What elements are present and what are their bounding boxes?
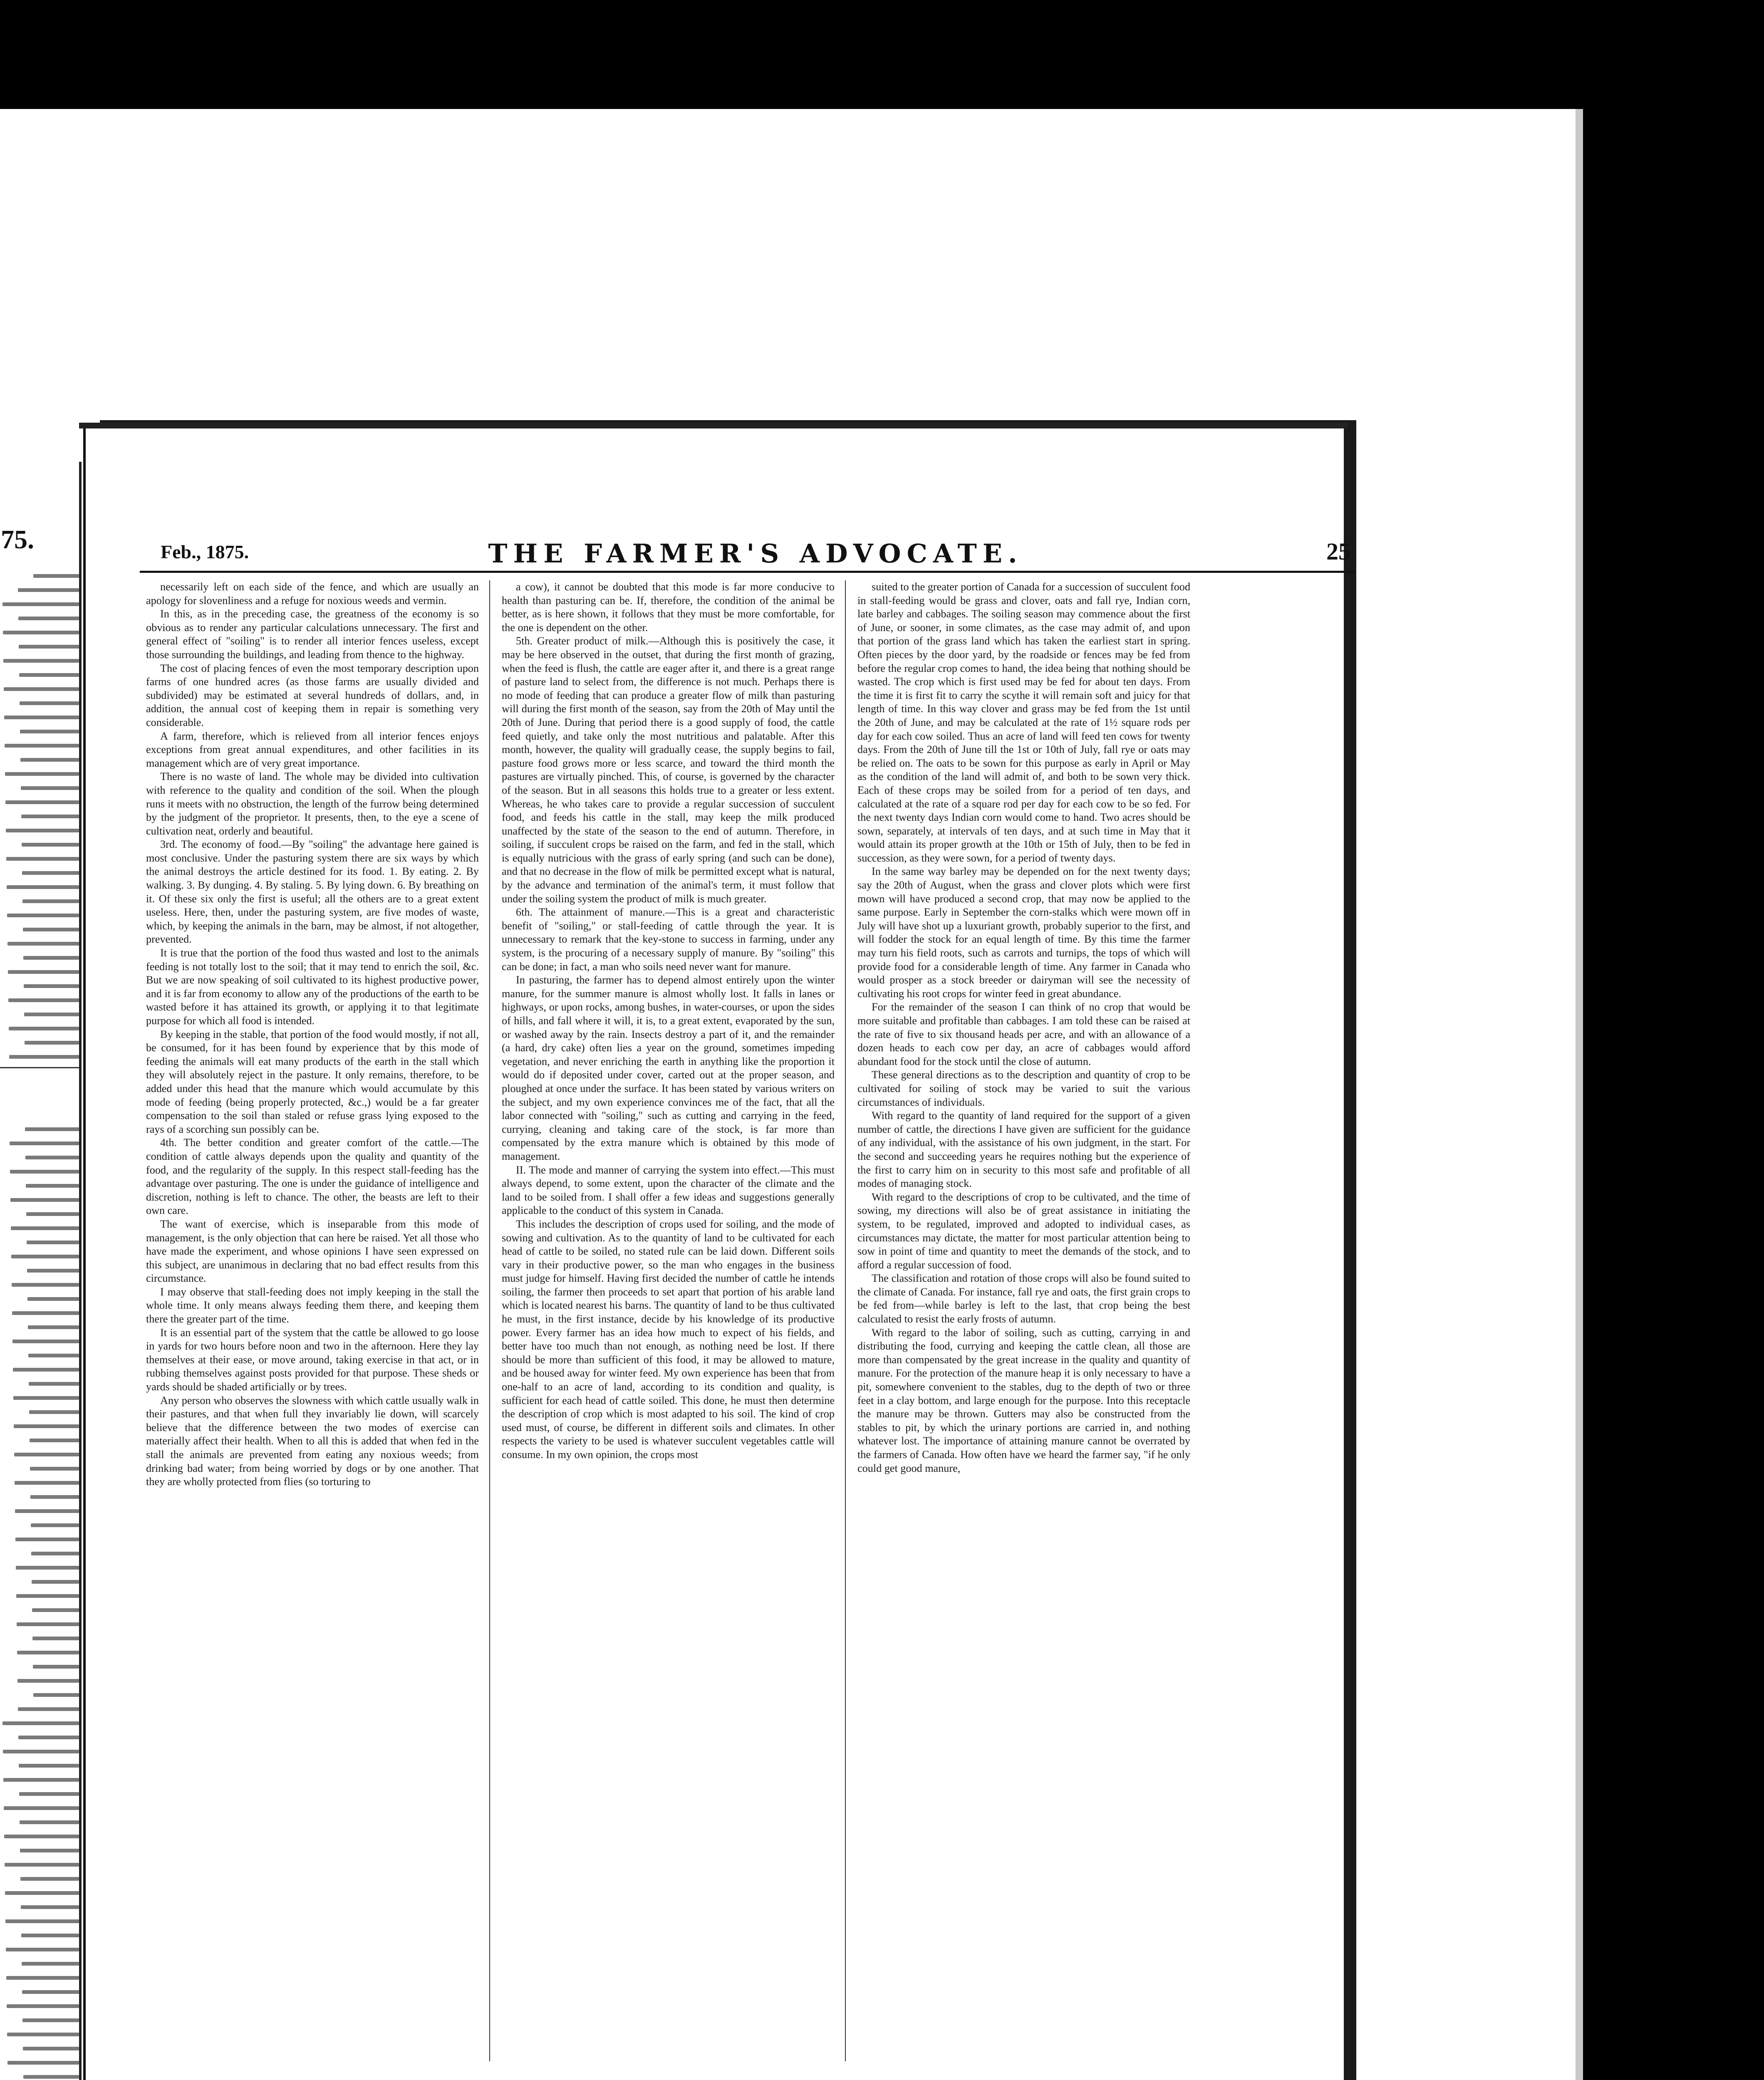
previous-page-text-line — [3, 1778, 79, 1782]
previous-page-text-line — [20, 1849, 79, 1852]
article-paragraph: suited to the greater portion of Canada for a succession of succulent food in stall-feeding would be grass and clover, oats and fall rye, Indian corn, late barley and cabbages. The soiling season may commence about the first of June, or sooner, in some climates, as the case may admit of, and upon that portion of the grass land which has taken the earliest start in spring. Often pieces by the door yard, by the roadside or fences may be fed from before the regular crop comes to hand, the idea being that nothing should be wasted. The crop which is first used may be fed for about ten days. From the time it is first fit to carry the scythe it will remain soft and juicy for that length of time. In this way clover and grass may be fed from the 1st until the 20th of June, and may be calculated at the rate of 1½ square rods per day for each cow soiled. Thus an acre of land will feed ten cows for twenty days. From the 20th of June till the 1st or 10th of July, fall rye or oats may be relied on. The oats to be sown for this purpose as early in April or May as the condition of the land will admit of, and both to be sown very thick. Each of these crops may be soiled from for a period of ten days, and calculated at the rate of a square rod per day for each cow to be so fed. For the next twenty days Indian corn would come to hand. Two acres should be sown, separately, at intervals of ten days, and at such time in May that it would attain its proper growth at the 10th or 15th of July, then to be fed in succession, as they were sown, for a period of twenty days. — [857, 581, 1190, 864]
previous-page-text-line — [22, 871, 79, 875]
previous-page-text-line — [26, 1184, 79, 1188]
previous-page-text-line — [23, 956, 79, 960]
article-paragraph: II. The mode and manner of carrying the system into effect.—This must always depend, to some extent, upon the character of the climate and the land to be soiled from. I shall offer a few ideas and suggestions generally applicable to the conduct of this system in Canada. — [502, 1164, 835, 1217]
text-column-3 — [857, 580, 1190, 2061]
article-paragraph: It is true that the portion of the food thus wasted and lost to the animals feeding is not totally lost to the soil; that it may tend to enrich the soil, &c. But we are now speaking of soil cultivated to its highest productive power, and it is far from economy to allow any of the productions of the earth to be wasted before it has attained its growth, or applying it to that legitimate purpose for which all food is intended. — [146, 947, 479, 1027]
previous-page-text-line — [4, 716, 79, 719]
previous-page-text-line — [15, 1481, 79, 1485]
article-paragraph: With regard to the quantity of land required for the support of a given number of cattle, the directions I have given are sufficient for the guidance of any individual, with the assistance of his own judgment, in the start. For the second and succeeding years he requires nothing but the experience of the first to carry him on in security to this most safe and profitable of all modes of managing stock. — [857, 1109, 1190, 1190]
previous-page-text-line — [18, 1736, 79, 1739]
column-divider — [845, 580, 846, 2061]
previous-page-text-line — [33, 1693, 79, 1697]
previous-page-text-line — [11, 1226, 79, 1230]
text-column-2 — [502, 580, 835, 2061]
issue-date: Feb., 1875. — [161, 541, 249, 562]
page-number: 25 — [1326, 538, 1350, 565]
previous-page-text-line — [18, 617, 79, 620]
previous-page-text-line — [7, 2004, 79, 2008]
previous-page-text-line — [4, 1806, 79, 1810]
previous-page-text-line — [7, 2033, 79, 2036]
article-paragraph: 5th. Greater product of milk.—Although this is positively the case, it may be here observed in the outset, that during the first month of grazing, when the feed is flush, the cattle are eager after it, and there is a great range of pasture land to select from, the difference is not much. Perhaps there is no mode of feeding that can produce a greater flow of milk than pasturing will during the first month of the season, say from the 20th of May until the 20th of June. During that period there is a good supply of food, the cattle feed quietly, and take only the most nutritious and palatable. After this month, however, the quality will gradually cease, the supply begins to fail, pasture food grows more or less scarce, and toward the third month the pastures are virtually pinched. This, of course, is governed by the character of the season. But in all seasons this holds true to a greater or less extent. Whereas, he who takes care to provide a regular succession of succulent food, and feeds his cattle in the stall, may keep the milk produced unaffected by the state of the season to the end of autumn. Therefore, in soiling, if succulent crops be raised on the farm, and fed in the stall, which is equally nutricious with the grass of early spring (and such can be done), and that no decrease in the flow of milk be permitted except what is natural, by the advance and termination of the animal's term, it must follow that under the soiling system the product of milk is much greater. — [502, 635, 835, 905]
previous-page-text-line — [20, 758, 79, 762]
article-paragraph: In pasturing, the farmer has to depend almost entirely upon the winter manure, for the summer manure is almost wholly lost. It falls in lanes or highways, or upon rocks, among bushes, in water-courses, or upon the sides of hills, and fall where it will, it is, to a great extent, evaporated by the sun, or washed away by the rain. Insects destroy a part of it, and the remainder (a hard, dry cake) often lies a year on the ground, sometimes impeding vegetation, and never enriching the earth in anything like the proportion it would do if deposited under cover, carted out at the proper season, and ploughed at once under the surface. It has been stated by various writers on the subject, and my own experience convinces me of the fact, that all the labor connected with "soiling," such as cutting and carrying in the feed, currying, cleaning and taking care of the stock, is far more than compensated by the extra manure which is obtained by this mode of management. — [502, 974, 835, 1162]
article-paragraph: It is an essential part of the system that the cattle be allowed to go loose in yards for two hours before noon and two in the afternoon. Here they lay themselves at their ease, or move around, taking exercise in that act, or in rubbing themselves against posts provided for that purpose. These sheds or yards should be shaded artificially or by trees. — [146, 1326, 479, 1393]
previous-page-text-line — [24, 984, 79, 988]
previous-page-text-line — [5, 772, 79, 776]
previous-page-text-line — [27, 1269, 79, 1273]
previous-page-text-line — [8, 970, 79, 974]
previous-page-text-line — [17, 1622, 79, 1626]
previous-page-text-line — [2, 1721, 79, 1725]
previous-page-text-line — [21, 1934, 79, 1937]
previous-page-text-line — [22, 843, 79, 847]
previous-page-text-line — [6, 1976, 79, 1980]
previous-page-text-line — [30, 1439, 79, 1442]
previous-page-text-line — [6, 1948, 79, 1951]
previous-page-text-line — [25, 1127, 79, 1131]
previous-page-text-line — [5, 1891, 79, 1895]
previous-page-text-line — [19, 1764, 79, 1768]
article-paragraph: 6th. The attainment of manure.—This is a great and characteristic benefit of "soiling," or stall-feeding of cattle through the year. It is unnecessary to remark that the key-stone to success in farming, under any system, is the procuring of a necessary supply of manure. By "soiling" this can be done; in fact, a man who soils need never want for manure. — [502, 906, 835, 973]
previous-page-text-line — [7, 914, 79, 917]
previous-page-text-line — [12, 1340, 79, 1343]
previous-page-text-line — [21, 815, 79, 818]
previous-page-text-line — [12, 1311, 79, 1315]
article-paragraph: a cow), it cannot be doubted that this mode is far more conducive to health than pasturing can be. If, therefore, the condition of the animal be better, as is here shown, it follows that they must be more comfortable, for the one is dependent on the other. — [502, 581, 835, 634]
previous-page-text-line — [12, 1283, 79, 1287]
previous-page-text-line — [21, 1905, 79, 1909]
previous-page-text-line — [11, 1255, 79, 1258]
previous-page-text-line — [31, 1552, 79, 1555]
previous-page-text-line — [15, 1538, 79, 1541]
previous-page-text-line — [3, 659, 79, 663]
previous-page-text-line — [33, 1665, 79, 1669]
previous-page-text-line — [28, 1325, 79, 1329]
article-paragraph: Any person who observes the slowness with which cattle usually walk in their pastures, and that when full they invariably lie down, will scarcely believe that the difference between the two modes of exercise can materially affect their health. When to all this is added that when fed in the stall the animals are prevented from eating any noxious weeds; from drinking bad water; from being worried by dogs or by one another. That they are wholly protected from flies (so torturing to — [146, 1394, 479, 1488]
previous-page-text-line — [25, 1041, 79, 1045]
newspaper-page — [83, 428, 1350, 2080]
previous-page-text-line — [19, 1792, 79, 1796]
text-column-1 — [146, 580, 479, 2061]
previous-page-text-line — [20, 730, 79, 733]
previous-page-text-line — [6, 829, 79, 832]
previous-page-text-line — [20, 1877, 79, 1881]
previous-page-text-line — [13, 1368, 79, 1372]
previous-page-text-line — [15, 1509, 79, 1513]
column-divider — [489, 580, 490, 2061]
previous-page-text-line — [13, 1396, 79, 1400]
article-paragraph: 4th. The better condition and greater comfort of the cattle.—The condition of cattle always depends upon the quality and quantity of the food, and the regularity of the supply. In this respect stall-feeding has the advantage over pasturing. The one is under the guidance of intelligence and discretion, nothing is left to chance. The other, the beasts are left to their own care. — [146, 1137, 479, 1217]
previous-page-text-line — [17, 1679, 79, 1683]
previous-page-text-line — [18, 1707, 79, 1711]
previous-page-text-line — [33, 574, 79, 578]
previous-page-text-line — [14, 1424, 79, 1428]
previous-page-text-line — [17, 1651, 79, 1654]
previous-page-text-line — [4, 687, 79, 691]
article-paragraph: necessarily left on each side of the fence, and which are usually an apology for slovenliness and a refuge for noxious weeds and vermin. — [146, 581, 479, 607]
previous-page-text-line — [10, 1198, 79, 1202]
previous-page-text-line — [29, 1410, 79, 1414]
previous-page-text-line — [22, 2018, 79, 2022]
previous-page-text-line — [5, 744, 79, 748]
film-border-top — [0, 0, 1764, 109]
article-paragraph: With regard to the descriptions of crop to be cultivated, and the time of sowing, my directions will also be of great assistance in initiating the system, to be regulated, improved and adopted to individual cases, as circumstances may dictate, the matter for most particular attention being to sow in point of time and quantity to meet the demands of the stock, and to afford a regular succession of food. — [857, 1191, 1190, 1271]
masthead — [161, 538, 1350, 570]
previous-page-text-line — [8, 998, 79, 1002]
previous-page-text-line — [5, 1919, 79, 1923]
previous-page-text-line — [22, 1962, 79, 1966]
previous-page-text-line — [10, 1170, 79, 1174]
article-paragraph: There is no waste of land. The whole may be divided into cultivation with reference to the quality and condition of the soil. When the plough runs it meets with no obstruction, the length of the furrow being determined by the judgment of the proprietor. It presents, then, to the eye a scene of cultivation neat, orderly and beautiful. — [146, 770, 479, 837]
previous-page-text-line — [32, 1637, 79, 1640]
previous-page-text-line — [19, 645, 79, 649]
previous-page-text-line — [21, 786, 79, 790]
article-paragraph: In this, as in the preceding case, the greatness of the economy is so obvious as to render any particular calculations unnecessary. The first and general effect of "soiling" is to render all interior fences useless, except those surrounding the buildings, and leading from thence to the highway. — [146, 608, 479, 661]
film-border-right — [1583, 0, 1764, 2080]
article-paragraph: I may observe that stall-feeding does not imply keeping in the stall the whole time. It only means always feeding them there, and keeping them there the greater part of the time. — [146, 1285, 479, 1325]
article-paragraph: By keeping in the stable, that portion of the food would mostly, if not all, be consumed, for it has been found by experience that by this mode of feeding the animals will eat many products of the earth in the stall which they will absolutely reject in the pasture. It only remains, therefore, to be added under this head that the manure which would accumulate by this mode of feeding (being properly protected, &c.,) would be a far greater compensation to the soil than staled or refuse grass lying exposed to the rays of a scorching sun possibly can be. — [146, 1028, 479, 1135]
publication-title: THE FARMER'S ADVOCATE. — [488, 538, 1023, 569]
article-paragraph: The cost of placing fences of even the most temporary description upon farms of one hundred acres (as those farms are usually divided and subdivided) may be estimated at several hundreds of dollars, and, in addition, the annual cost of keeping them in repair is something very considerable. — [146, 662, 479, 728]
page-top-edge — [79, 423, 1348, 428]
previous-page-text-line — [23, 2047, 79, 2050]
previous-page-text-line — [2, 602, 79, 606]
previous-page-text-line — [7, 942, 79, 946]
article-paragraph: In the same way barley may be depended on for the next twenty days; say the 20th of August, when the grass and clover plots which were first mown will have produced a second crop, that may now be applied to the same purpose. Early in September the corn-stalks which were mown off in July will have shot up a luxuriant growth, probably superior to the first, and will fodder the stock for an equal length of time. By this time the farmer may turn his field roots, such as carrots and turnips, the tops of which will provide food for a considerable length of time. Any farmer in Canada who would prosper as a stock breeder or dairyman will see the necessity of cultivating his root crops for winter feed in great abundance. — [857, 865, 1190, 1000]
previous-page-text-line — [18, 588, 79, 592]
previous-page-text-line — [7, 2061, 79, 2065]
article-paragraph: The want of exercise, which is inseparable from this mode of management, is the only objection that can here be raised. Yet all those who have made the experiment, and whose opinions I have seen expressed on this subject, are unanimous in declaring that no bad effect results from this circumstance. — [146, 1218, 479, 1285]
article-paragraph: The classification and rotation of those crops will also be found suited to the climate of Canada. For instance, fall rye and oats, the first grain crops to be fed from—while barley is left to the last, that crop being the best calculated to resist the early frosts of autumn. — [857, 1272, 1190, 1325]
previous-page-text-line — [25, 1156, 79, 1159]
previous-page-text-line — [32, 1608, 79, 1612]
article-paragraph: A farm, therefore, which is relieved from all interior fences enjoys exceptions from great annual expenditures, and other facilities in its management which are of very great importance. — [146, 730, 479, 769]
previous-page-text-line — [10, 1142, 79, 1145]
previous-page-text-line — [5, 800, 79, 804]
previous-page-text-line — [9, 1027, 79, 1030]
previous-page-text-line — [24, 1013, 79, 1016]
previous-page-text-line — [3, 1750, 79, 1753]
previous-page-edge — [0, 462, 82, 2080]
previous-page-text-line — [30, 1495, 79, 1499]
previous-page-text-line — [23, 2075, 79, 2079]
previous-page-text-line — [3, 631, 79, 634]
article-paragraph: For the remainder of the season I can think of no crop that would be more suitable and profitable than cabbages. I am told these can be raised at the rate of five to six thousand heads per acre, and with an allowance of a dozen heads to each cow per day, an acre of cabbages would afford abundant food for the stock until the close of autumn. — [857, 1001, 1190, 1067]
previous-page-text-line — [22, 899, 79, 903]
previous-page-text-line — [30, 1467, 79, 1471]
previous-page-text-line — [14, 1453, 79, 1456]
previous-page-text-line — [32, 1580, 79, 1584]
previous-page-text-line — [28, 1354, 79, 1357]
previous-page-text-line — [16, 1566, 79, 1570]
previous-page-text-line — [29, 1382, 79, 1386]
previous-page-rule — [0, 1067, 79, 1068]
previous-page-text-line — [9, 1055, 79, 1059]
previous-page-text-line — [23, 928, 79, 931]
previous-page-text-line — [20, 701, 79, 705]
previous-page-text-line — [31, 1523, 79, 1527]
previous-page-number: 75. — [1, 525, 34, 554]
previous-page-text-line — [19, 673, 79, 677]
previous-page-text-line — [7, 885, 79, 889]
previous-page-text-line — [6, 857, 79, 861]
previous-page-text-line — [5, 1863, 79, 1867]
article-paragraph: This includes the description of crops used for soiling, and the mode of sowing and cultivation. As to the quantity of land to be cultivated for each head of cattle to be soiled, no stated rule can be laid down. Different soils vary in their productive power, so the man who engages in the business must judge for himself. Having first decided the number of cattle he intends soiling, the farmer then proceeds to set apart that portion of his arable land which is located nearest his barns. The quantity of land to be thus cultivated he must, in the first instance, decide by his knowledge of its productive power. Every farmer has an idea how much to expect of his fields, and better have too much than not enough, as nothing need be lost. If there should be more than sufficient of this food, it may be allowed to mature, and be housed away for winter feed. My own experience has been that from one-half to an acre of land, according to its condition and quality, is sufficient for each head of cattle soiled. This done, he must then determine the description of crop which is most adapted to his soil. The kind of crop used must, of course, be different in different soils and climates. In other respects the variety to be used is whatever succulent vegetables cattle will consume. In my own opinion, the crops most — [502, 1218, 835, 1461]
previous-page-text-line — [20, 1820, 79, 1824]
article-paragraph: 3rd. The economy of food.—By "soiling" the advantage here gained is most conclusive. Under the pasturing system there are six ways by which the animal destroys the article destined for its food. 1. By eating. 2. By walking. 3. By dunging. 4. By staling. 5. By lying down. 6. By breathing on it. Of these six only the first is useful; all the others are to a great extent useless. Here, then, under the pasturing system, are five modes of waste, which, by keeping the animals in the barn, may be almost, if not altogether, prevented. — [146, 838, 479, 946]
previous-page-text-line — [16, 1594, 79, 1598]
masthead-rule — [140, 571, 1355, 573]
article-paragraph: With regard to the labor of soiling, such as cutting, carrying in and distributing the food, currying and keeping the cattle clean, all those are more than compensated by the great increase in the quality and quantity of manure. For the protection of the manure heap it is only necessary to have a pit, somewhere convenient to the stables, dug to the depth of two or three feet in a clay bottom, and large enough for the purpose. Into this receptacle the manure may be thrown. Gutters may also be constructed from the stables to pit, by which the urinary portions are carried in, and nothing whatever lost. The importance of attaining manure cannot be overrated by the farmers of Canada. How often have we heard the farmer say, "if he only could get good manure, — [857, 1326, 1190, 1474]
previous-page-text-line — [22, 1990, 79, 1994]
article-paragraph: These general directions as to the description and quantity of crop to be cultivated for soiling of stock may be varied to suit the various circumstances of individuals. — [857, 1069, 1190, 1108]
previous-page-text-line — [26, 1212, 79, 1216]
previous-page-text-line — [4, 1835, 79, 1838]
previous-page-text-line — [27, 1241, 79, 1244]
previous-page-text-line — [27, 1297, 79, 1301]
